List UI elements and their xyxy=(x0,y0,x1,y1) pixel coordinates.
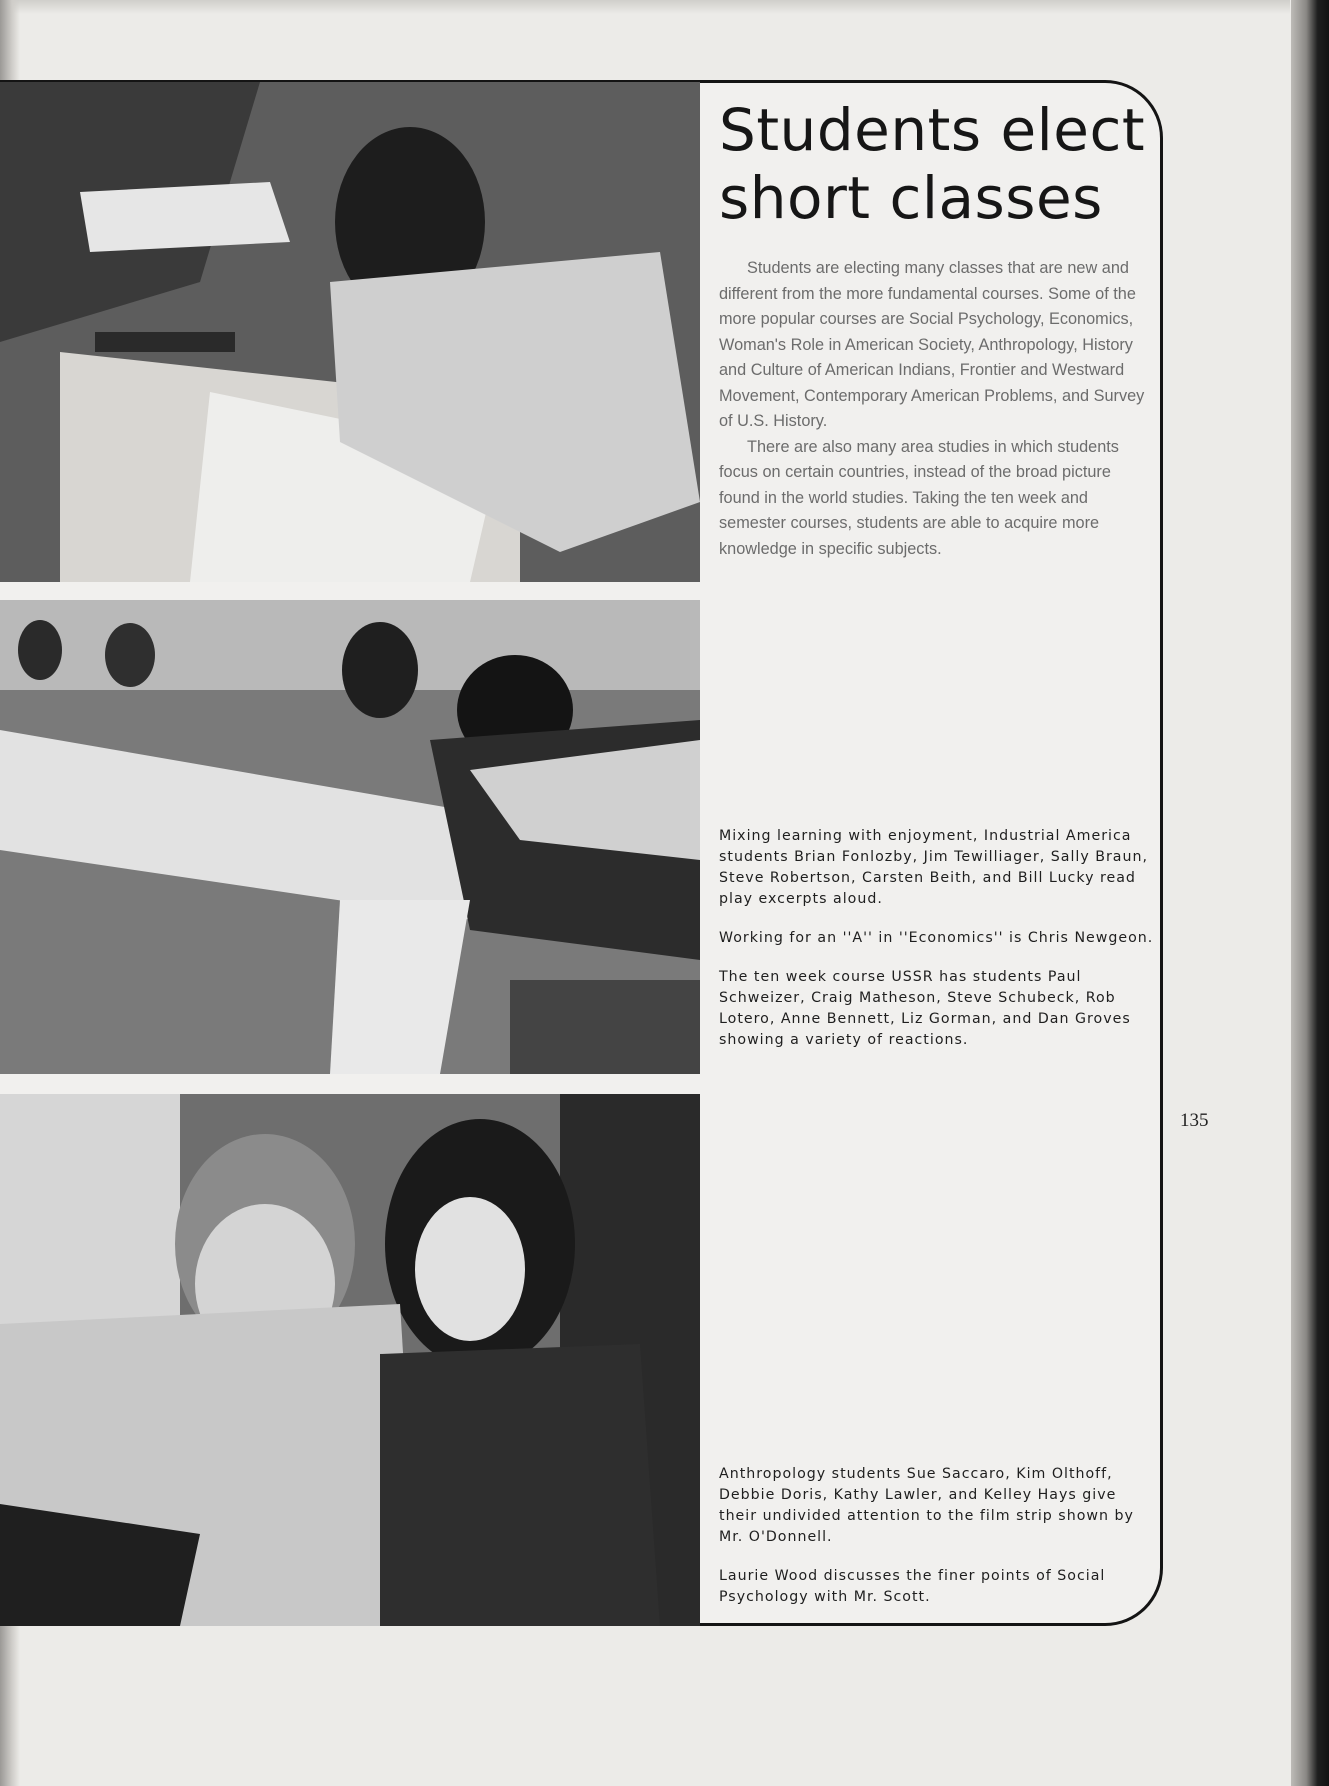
photo-classroom-group xyxy=(0,600,700,1074)
caption-ussr: The ten week course USSR has students Paul Schweizer, Craig Matheson, Steve Schubeck, Rob Lotero, Anne Bennett, Liz Gorman, and Dan Groves showing a variety of reactions. xyxy=(719,969,1131,1048)
caption-group-upper xyxy=(719,826,1159,1069)
photo-student-writing xyxy=(0,82,700,582)
article-body xyxy=(719,256,1149,562)
body-paragraph: There are also many area studies in which students focus on certain countries, instead of the broad picture found in the world studies. Taking the ten week and semester courses, students are able to acquire more knowledge in specific subjects. xyxy=(719,437,1119,558)
caption-economics: Working for an ''A'' in ''Economics'' is Chris Newgeon. xyxy=(719,930,1154,946)
page-top-edge xyxy=(0,0,1290,14)
caption-group-lower xyxy=(719,1464,1159,1626)
caption-classroom: Mixing learning with enjoyment, Industrial America students Brian Fonlozby, Jim Tewilliager, Sally Braun, Steve Robertson, Carsten Beith, and Bill Lucky read play excerpts aloud. xyxy=(719,828,1148,907)
page-headline xyxy=(719,96,1149,232)
headline-line-2: short classes xyxy=(719,164,1103,232)
body-paragraph: Students are electing many classes that are new and different from the more fundamental courses. Some of the more popular courses are Social Psychology, Economics, Woman's Role in American Society, Anthropology, History and Culture of American Indians, Frontier and Westward Movement, Contemporary American Problems, and Survey of U.S. History. xyxy=(719,259,1145,430)
page-binding-shadow xyxy=(1291,0,1329,1786)
page-number: 135 xyxy=(1180,1110,1209,1131)
caption-social-psychology: Laurie Wood discusses the finer points of Social Psychology with Mr. Scott. xyxy=(719,1568,1106,1605)
photo-teacher-and-student xyxy=(0,1094,700,1626)
caption-anthropology: Anthropology students Sue Saccaro, Kim Olthoff, Debbie Doris, Kathy Lawler, and Kelley Hays give their undivided attention to the film strip shown by Mr. O'Donnell. xyxy=(719,1466,1134,1545)
headline-line-1: Students elect xyxy=(719,96,1146,164)
